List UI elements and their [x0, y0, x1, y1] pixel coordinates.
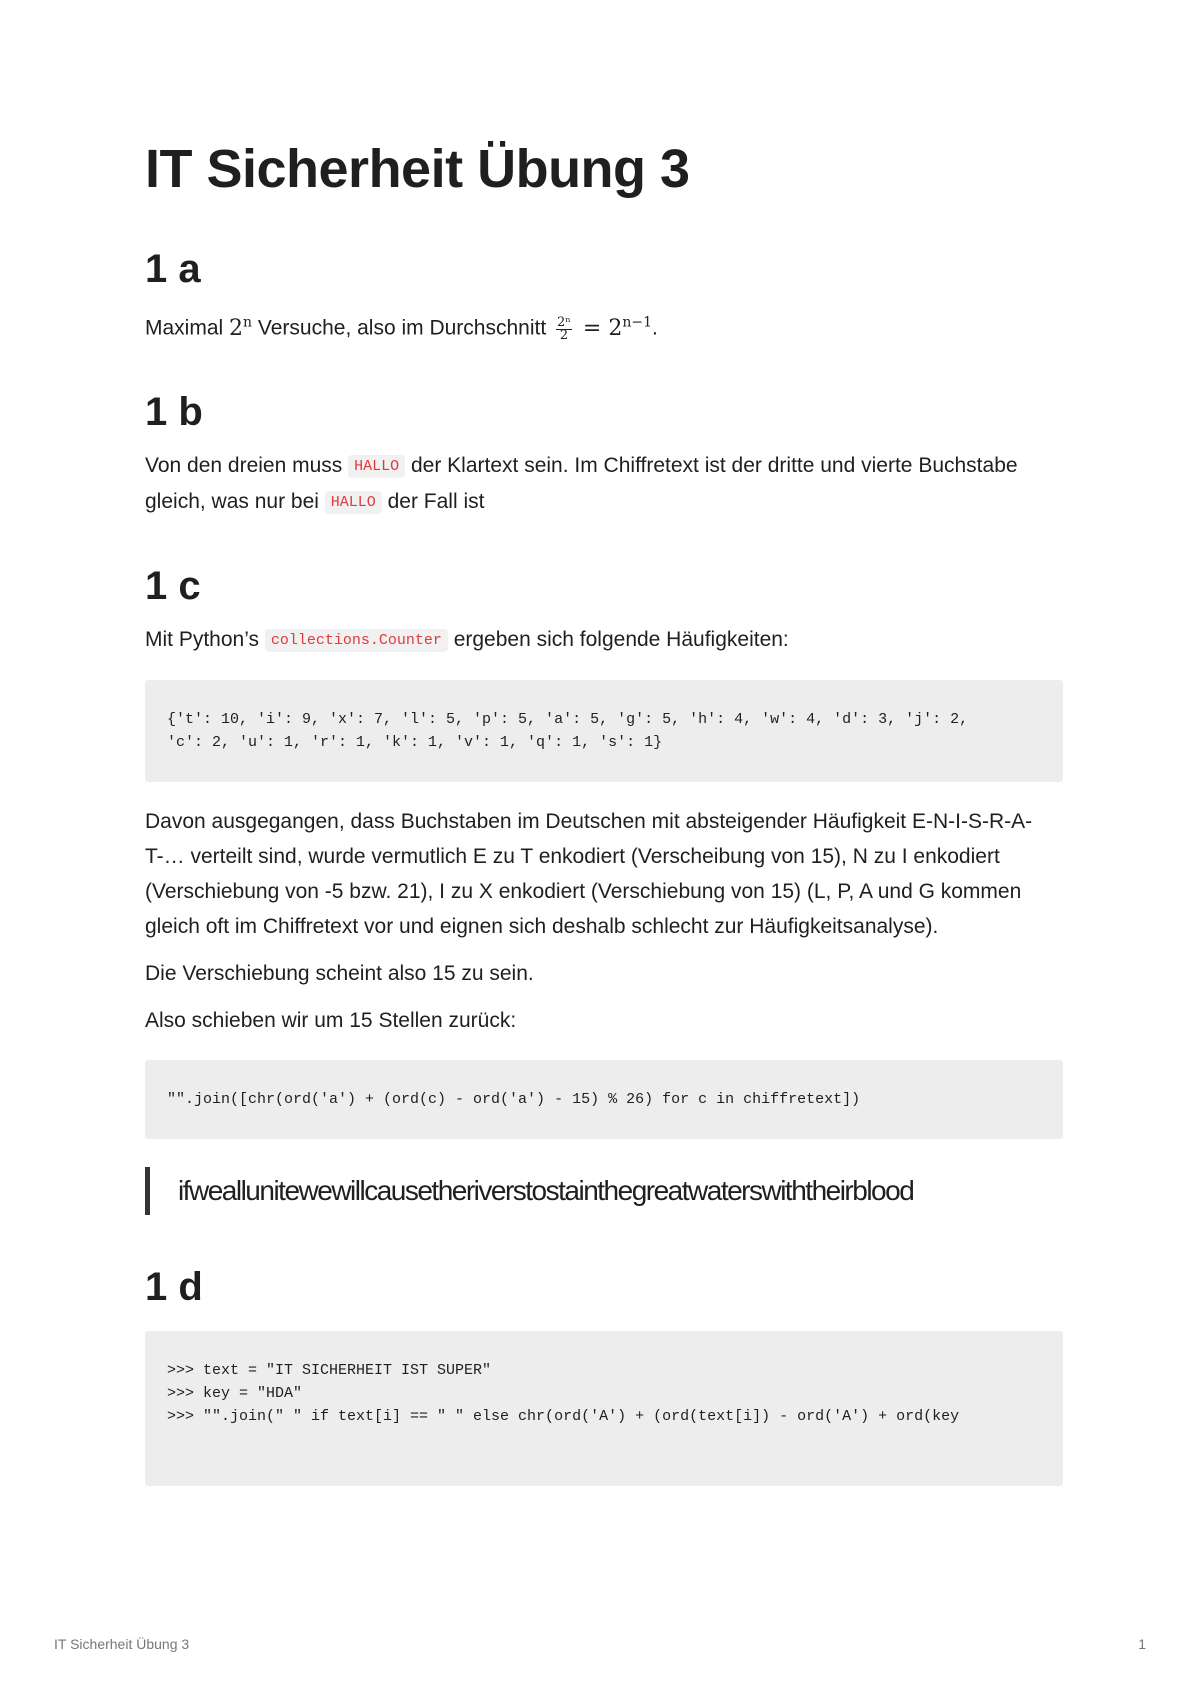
paragraph-1a: [145, 305, 1063, 345]
footer-title: IT Sicherheit Übung 3: [54, 1636, 190, 1652]
text-span: der Fall ist: [381, 489, 485, 513]
counter-code-block: {'t': 10, 'i': 9, 'x': 7, 'l': 5, 'p': 5, 'a': 5, 'g': 5, 'h': 4, 'w': 4, 'd': 3, 'j': 2, 'c': 2, 'u': 1, 'r': 1, 'k': 1, 'v': 1, 'q': 1, 's': 1}: [145, 680, 1063, 782]
paragraph-1c-back: Also schieben wir um 15 Stellen zurück:: [145, 1008, 517, 1032]
math-exponent: n: [243, 314, 253, 331]
fraction-numerator: 2ⁿ: [557, 314, 571, 330]
paragraph-1c-shift: Die Verschiebung scheint also 15 zu sein.: [145, 961, 534, 985]
fraction-denominator: 2: [559, 327, 569, 343]
section-1a: [145, 247, 1063, 345]
heading-1b: 1 b: [145, 389, 203, 434]
math-2n: [229, 316, 252, 341]
text-span: Maximal: [145, 316, 230, 340]
plaintext-quote: ifweallunitewewillcausetheriverstostainthegreatwaterswiththeirblood: [145, 1167, 1063, 1215]
section-1d: [145, 1265, 1063, 1486]
inline-code: collections.Counter: [265, 629, 448, 652]
math-equals: = 2: [575, 315, 623, 341]
heading-1d: 1 d: [145, 1264, 203, 1309]
paragraph-1c-analysis: Davon ausgegangen, dass Buchstaben im Deutschen mit absteigender Häufigkeit E-N-I-S-R-A-T-… verteilt sind, wurde vermutlich E zu T enkodiert (Verscheibung von 15), N zu I enkodiert (Verschiebung von -5 bzw. 21), I zu X enkodiert (Verschiebung von 15) (L, P, A und G kommen gleich oft im Chiffretext vor und eignen sich deshalb schlecht zur Häufigkeitsanalyse).: [145, 809, 1033, 938]
shift-code-block: "".join([chr(ord('a') + (ord(c) - ord('a') - 15) % 26) for c in chiffretext]): [145, 1060, 1063, 1139]
heading-1a: 1 a: [145, 247, 201, 292]
section-1b: [145, 390, 1063, 520]
text-span: Mit Python’s: [145, 627, 265, 651]
text-span: Von den dreien muss: [145, 453, 349, 477]
section-1c: [145, 564, 1063, 1215]
paragraph-1c-intro: [145, 622, 1063, 658]
page-footer: [54, 1636, 1146, 1652]
math-base: 2: [229, 315, 244, 341]
heading-1c: 1 c: [145, 563, 201, 608]
text-span: .: [652, 316, 658, 340]
math-fraction: [556, 314, 572, 343]
paragraph-1b: [145, 448, 1063, 520]
page-number: 1: [1138, 1636, 1146, 1652]
math-exponent: n−1: [622, 314, 652, 331]
document-title: IT Sicherheit Übung 3: [145, 139, 690, 199]
math-result: [576, 316, 652, 341]
text-span: ergeben sich folgende Häufigkeiten:: [447, 627, 789, 651]
inline-code: HALLO: [325, 491, 382, 514]
text-span: Versuche, also im Durchschnitt: [252, 316, 553, 340]
inline-code: HALLO: [348, 455, 405, 478]
vigenere-code-block: >>> text = "IT SICHERHEIT IST SUPER" >>> key = "HDA" >>> "".join(" " if text[i] == " " else chr(ord('A') + (ord(text[i]) - ord('A') + ord(key: [145, 1331, 1063, 1486]
document-body: [145, 140, 1063, 1530]
text-span: der Klartext sein. Im Chiffretext ist der dritte und vierte Buchstabe gleich, was nur bei: [145, 453, 1018, 513]
